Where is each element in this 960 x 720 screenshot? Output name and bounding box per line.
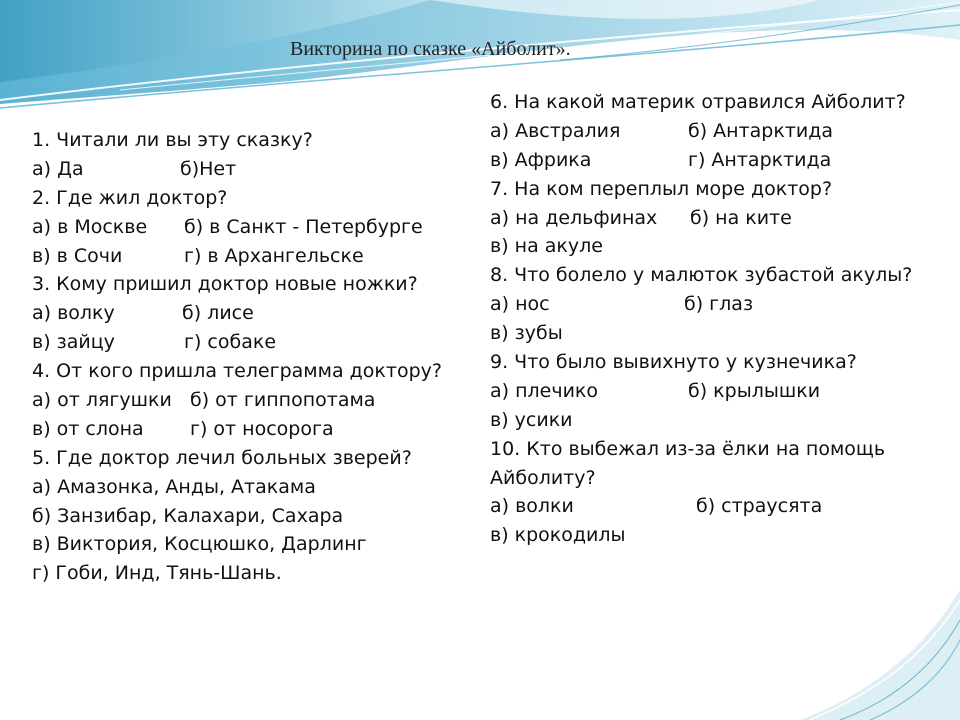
quiz-line-text: 5. Где доктор лечил больных зверей?: [32, 446, 412, 469]
answer-option: б) от гиппопотама: [190, 389, 376, 412]
quiz-line: [490, 261, 912, 290]
quiz-line-text: в) усики: [490, 408, 573, 431]
quiz-line-text: 1. Читали ли вы эту сказку?: [32, 129, 313, 151]
quiz-line: [32, 559, 442, 588]
quiz-line-text: 7. На ком переплыл море доктор?: [490, 177, 833, 200]
quiz-line: [490, 348, 912, 377]
quiz-line: [32, 213, 442, 242]
quiz-line-text: 6. На какой материк отравился Айболит?: [490, 91, 906, 113]
answer-option: б) глаз: [684, 293, 754, 316]
answer-option: в) зайцу: [32, 331, 115, 354]
answer-option: а) нос: [490, 293, 550, 316]
quiz-line-text: г) Гоби, Инд, Тянь-Шань.: [32, 562, 282, 585]
quiz-line-text: 4. От кого пришла телеграмма доктору?: [32, 360, 442, 383]
quiz-line: [32, 184, 442, 213]
answer-option: б) страусята: [696, 495, 823, 518]
quiz-line-text: Айболиту?: [490, 466, 596, 489]
quiz-line-text: 9. Что было вывихнуто у кузнечика?: [490, 351, 857, 374]
answer-option: г) от носорога: [190, 417, 334, 440]
quiz-line-text: в) Виктория, Косцюшко, Дарлинг: [32, 533, 367, 556]
quiz-line: [490, 88, 912, 117]
quiz-line: [32, 530, 442, 559]
quiz-line-text: 8. Что болело у малюток зубастой акулы?: [490, 264, 913, 287]
quiz-line: [490, 435, 912, 464]
answer-option: г) в Архангельске: [184, 244, 364, 267]
quiz-line: [32, 473, 442, 502]
quiz-line: [32, 444, 442, 473]
quiz-line: [32, 415, 442, 444]
answer-option: а) Австралия: [490, 119, 621, 142]
answer-option: в) от слона: [32, 417, 144, 440]
answer-option: а) от лягушки: [32, 389, 172, 412]
answer-option: в) в Сочи: [32, 244, 123, 267]
quiz-line: [32, 126, 442, 155]
left-question-column: [32, 126, 442, 588]
quiz-line: [32, 270, 442, 299]
quiz-line-text: в) крокодилы: [490, 524, 626, 547]
answer-option: а) Да: [32, 157, 84, 180]
quiz-line: [490, 319, 912, 348]
answer-option: а) плечико: [490, 379, 599, 402]
quiz-line: [32, 242, 442, 271]
quiz-line-text: б) Занзибар, Калахари, Сахара: [32, 504, 344, 527]
quiz-line: [32, 328, 442, 357]
answer-option: б) лисе: [182, 302, 254, 325]
quiz-line: [490, 146, 912, 175]
quiz-line-text: 10. Кто выбежал из-за ёлки на помощь: [490, 437, 886, 460]
answer-option: а) в Москве: [32, 215, 148, 238]
quiz-line: [490, 204, 912, 233]
quiz-line: [490, 492, 912, 521]
quiz-line: [490, 377, 912, 406]
answer-option: а) на дельфинах: [490, 206, 658, 229]
quiz-line: [490, 175, 912, 204]
slide-title: Викторина по сказке «Айболит».: [290, 38, 571, 60]
answer-option: б) крылышки: [688, 379, 821, 402]
answer-option: а) волку: [32, 302, 115, 325]
quiz-line-text: 2. Где жил доктор?: [32, 186, 228, 209]
quiz-line: [490, 117, 912, 146]
quiz-line: [32, 386, 442, 415]
answer-option: г) Антарктида: [688, 148, 832, 171]
quiz-line: [490, 290, 912, 319]
quiz-line-text: а) Амазонка, Анды, Атакама: [32, 475, 316, 498]
answer-option: в) Африка: [490, 148, 592, 171]
quiz-line: [32, 502, 442, 531]
quiz-line: [490, 406, 912, 435]
quiz-line: [490, 521, 912, 550]
answer-option: б)Нет: [180, 157, 237, 180]
quiz-line: [490, 464, 912, 493]
quiz-line: [32, 357, 442, 386]
quiz-line-text: 3. Кому пришил доктор новые ножки?: [32, 273, 418, 296]
right-question-column: [490, 88, 912, 550]
answer-option: г) собаке: [184, 331, 277, 354]
answer-option: б) Антарктида: [688, 119, 834, 142]
answer-option: а) волки: [490, 495, 574, 518]
quiz-line: [490, 232, 912, 261]
quiz-line-text: в) зубы: [490, 322, 563, 345]
answer-option: б) на ките: [690, 206, 792, 229]
quiz-line: [32, 155, 442, 184]
quiz-line: [32, 299, 442, 328]
quiz-line-text: в) на акуле: [490, 235, 603, 258]
answer-option: б) в Санкт - Петербурге: [184, 215, 423, 238]
